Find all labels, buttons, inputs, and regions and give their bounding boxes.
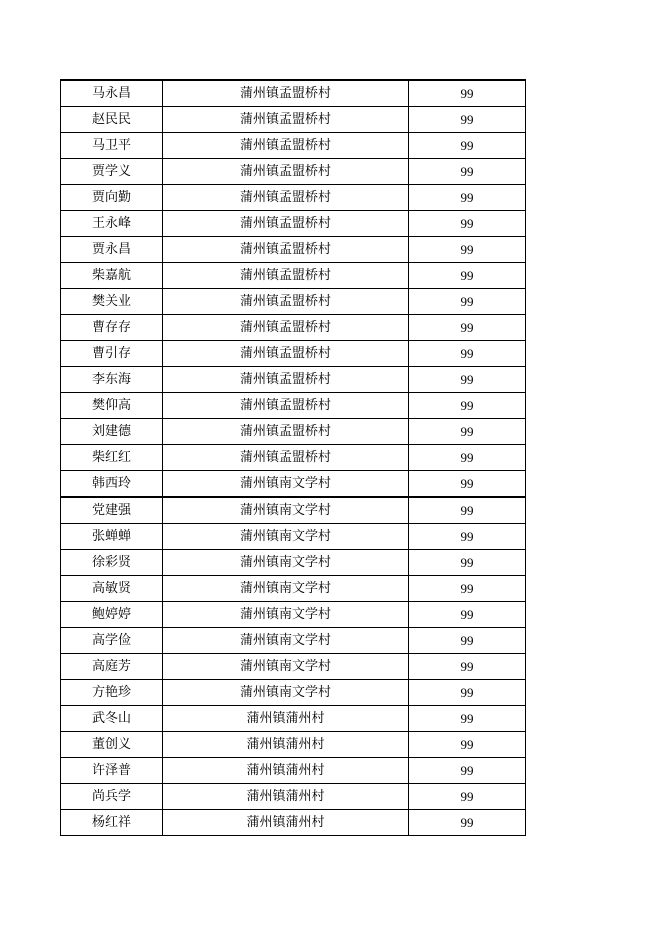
amount-cell[interactable]: 99 bbox=[409, 680, 526, 706]
table-row bbox=[61, 263, 526, 289]
name-cell[interactable]: 李东海 bbox=[61, 367, 163, 393]
amount-cell[interactable]: 99 bbox=[409, 732, 526, 758]
name-cell[interactable]: 曹引存 bbox=[61, 341, 163, 367]
name-cell[interactable]: 高敏贤 bbox=[61, 576, 163, 602]
name-cell[interactable]: 樊关业 bbox=[61, 289, 163, 315]
name-cell[interactable]: 马永昌 bbox=[61, 80, 163, 107]
village-cell[interactable]: 蒲州镇孟盟桥村 bbox=[163, 289, 409, 315]
table-row bbox=[61, 524, 526, 550]
amount-cell[interactable]: 99 bbox=[409, 315, 526, 341]
amount-cell[interactable]: 99 bbox=[409, 602, 526, 628]
name-cell[interactable]: 高学俭 bbox=[61, 628, 163, 654]
table-row bbox=[61, 289, 526, 315]
village-cell[interactable]: 蒲州镇南文学村 bbox=[163, 680, 409, 706]
village-cell[interactable]: 蒲州镇蒲州村 bbox=[163, 784, 409, 810]
name-cell[interactable]: 尚兵学 bbox=[61, 784, 163, 810]
table-row bbox=[61, 133, 526, 159]
name-cell[interactable]: 贾向勤 bbox=[61, 185, 163, 211]
amount-cell[interactable]: 99 bbox=[409, 341, 526, 367]
name-cell[interactable]: 樊仰高 bbox=[61, 393, 163, 419]
village-cell[interactable]: 蒲州镇孟盟桥村 bbox=[163, 263, 409, 289]
table-row bbox=[61, 471, 526, 498]
name-cell[interactable]: 贾永昌 bbox=[61, 237, 163, 263]
name-cell[interactable]: 杨红祥 bbox=[61, 810, 163, 836]
name-cell[interactable]: 柴红红 bbox=[61, 445, 163, 471]
village-cell[interactable]: 蒲州镇孟盟桥村 bbox=[163, 133, 409, 159]
name-cell[interactable]: 赵民民 bbox=[61, 107, 163, 133]
village-cell[interactable]: 蒲州镇蒲州村 bbox=[163, 758, 409, 784]
amount-cell[interactable]: 99 bbox=[409, 628, 526, 654]
amount-cell[interactable]: 99 bbox=[409, 497, 526, 524]
amount-cell[interactable]: 99 bbox=[409, 706, 526, 732]
amount-cell[interactable]: 99 bbox=[409, 419, 526, 445]
amount-cell[interactable]: 99 bbox=[409, 185, 526, 211]
village-cell[interactable]: 蒲州镇孟盟桥村 bbox=[163, 341, 409, 367]
table-row bbox=[61, 497, 526, 524]
table-row bbox=[61, 315, 526, 341]
amount-cell[interactable]: 99 bbox=[409, 654, 526, 680]
table-row bbox=[61, 550, 526, 576]
village-cell[interactable]: 蒲州镇蒲州村 bbox=[163, 706, 409, 732]
village-cell[interactable]: 蒲州镇南文学村 bbox=[163, 524, 409, 550]
village-cell[interactable]: 蒲州镇孟盟桥村 bbox=[163, 445, 409, 471]
amount-cell[interactable]: 99 bbox=[409, 810, 526, 836]
amount-cell[interactable]: 99 bbox=[409, 393, 526, 419]
amount-cell[interactable]: 99 bbox=[409, 237, 526, 263]
name-cell[interactable]: 马卫平 bbox=[61, 133, 163, 159]
table-row bbox=[61, 706, 526, 732]
village-cell[interactable]: 蒲州镇蒲州村 bbox=[163, 732, 409, 758]
table-row bbox=[61, 159, 526, 185]
village-cell[interactable]: 蒲州镇孟盟桥村 bbox=[163, 159, 409, 185]
table-row bbox=[61, 680, 526, 706]
name-cell[interactable]: 董创义 bbox=[61, 732, 163, 758]
name-cell[interactable]: 高庭芳 bbox=[61, 654, 163, 680]
name-cell[interactable]: 柴嘉航 bbox=[61, 263, 163, 289]
table-body bbox=[61, 80, 526, 836]
village-cell[interactable]: 蒲州镇孟盟桥村 bbox=[163, 107, 409, 133]
table-row bbox=[61, 211, 526, 237]
name-cell[interactable]: 曹存存 bbox=[61, 315, 163, 341]
amount-cell[interactable]: 99 bbox=[409, 80, 526, 107]
amount-cell[interactable]: 99 bbox=[409, 211, 526, 237]
table-row bbox=[61, 107, 526, 133]
spreadsheet-table bbox=[60, 79, 526, 836]
table-row bbox=[61, 367, 526, 393]
table-row bbox=[61, 784, 526, 810]
amount-cell[interactable]: 99 bbox=[409, 133, 526, 159]
village-cell[interactable]: 蒲州镇蒲州村 bbox=[163, 810, 409, 836]
amount-cell[interactable]: 99 bbox=[409, 550, 526, 576]
name-cell[interactable]: 张蝉蝉 bbox=[61, 524, 163, 550]
table-row bbox=[61, 602, 526, 628]
amount-cell[interactable]: 99 bbox=[409, 576, 526, 602]
village-cell[interactable]: 蒲州镇南文学村 bbox=[163, 471, 409, 498]
village-cell[interactable]: 蒲州镇孟盟桥村 bbox=[163, 367, 409, 393]
village-cell[interactable]: 蒲州镇南文学村 bbox=[163, 497, 409, 524]
table-row bbox=[61, 341, 526, 367]
amount-cell[interactable]: 99 bbox=[409, 445, 526, 471]
village-cell[interactable]: 蒲州镇南文学村 bbox=[163, 550, 409, 576]
name-cell[interactable]: 武冬山 bbox=[61, 706, 163, 732]
table-row bbox=[61, 758, 526, 784]
name-cell[interactable]: 徐彩贤 bbox=[61, 550, 163, 576]
village-cell[interactable]: 蒲州镇孟盟桥村 bbox=[163, 419, 409, 445]
village-cell[interactable]: 蒲州镇孟盟桥村 bbox=[163, 211, 409, 237]
name-cell[interactable]: 贾学义 bbox=[61, 159, 163, 185]
village-cell[interactable]: 蒲州镇南文学村 bbox=[163, 602, 409, 628]
name-cell[interactable]: 许泽普 bbox=[61, 758, 163, 784]
table-row bbox=[61, 393, 526, 419]
amount-cell[interactable]: 99 bbox=[409, 289, 526, 315]
table-row bbox=[61, 445, 526, 471]
village-cell[interactable]: 蒲州镇孟盟桥村 bbox=[163, 315, 409, 341]
table-row bbox=[61, 237, 526, 263]
village-cell[interactable]: 蒲州镇南文学村 bbox=[163, 576, 409, 602]
name-cell[interactable]: 鲍婷婷 bbox=[61, 602, 163, 628]
amount-cell[interactable]: 99 bbox=[409, 524, 526, 550]
name-cell[interactable]: 刘建德 bbox=[61, 419, 163, 445]
village-cell[interactable]: 蒲州镇孟盟桥村 bbox=[163, 393, 409, 419]
village-cell[interactable]: 蒲州镇孟盟桥村 bbox=[163, 80, 409, 107]
amount-cell[interactable]: 99 bbox=[409, 367, 526, 393]
amount-cell[interactable]: 99 bbox=[409, 107, 526, 133]
name-cell[interactable]: 韩西玲 bbox=[61, 471, 163, 498]
village-cell[interactable]: 蒲州镇南文学村 bbox=[163, 654, 409, 680]
table-row bbox=[61, 80, 526, 107]
table-row bbox=[61, 628, 526, 654]
village-cell[interactable]: 蒲州镇孟盟桥村 bbox=[163, 185, 409, 211]
table-row bbox=[61, 732, 526, 758]
amount-cell[interactable]: 99 bbox=[409, 263, 526, 289]
village-cell[interactable]: 蒲州镇南文学村 bbox=[163, 628, 409, 654]
name-cell[interactable]: 方艳珍 bbox=[61, 680, 163, 706]
name-cell[interactable]: 王永峰 bbox=[61, 211, 163, 237]
village-cell[interactable]: 蒲州镇孟盟桥村 bbox=[163, 237, 409, 263]
table-row bbox=[61, 654, 526, 680]
amount-cell[interactable]: 99 bbox=[409, 159, 526, 185]
name-cell[interactable]: 党建强 bbox=[61, 497, 163, 524]
table-row bbox=[61, 185, 526, 211]
table-row bbox=[61, 810, 526, 836]
amount-cell[interactable]: 99 bbox=[409, 758, 526, 784]
amount-cell[interactable]: 99 bbox=[409, 471, 526, 498]
table-row bbox=[61, 419, 526, 445]
table-row bbox=[61, 576, 526, 602]
amount-cell[interactable]: 99 bbox=[409, 784, 526, 810]
